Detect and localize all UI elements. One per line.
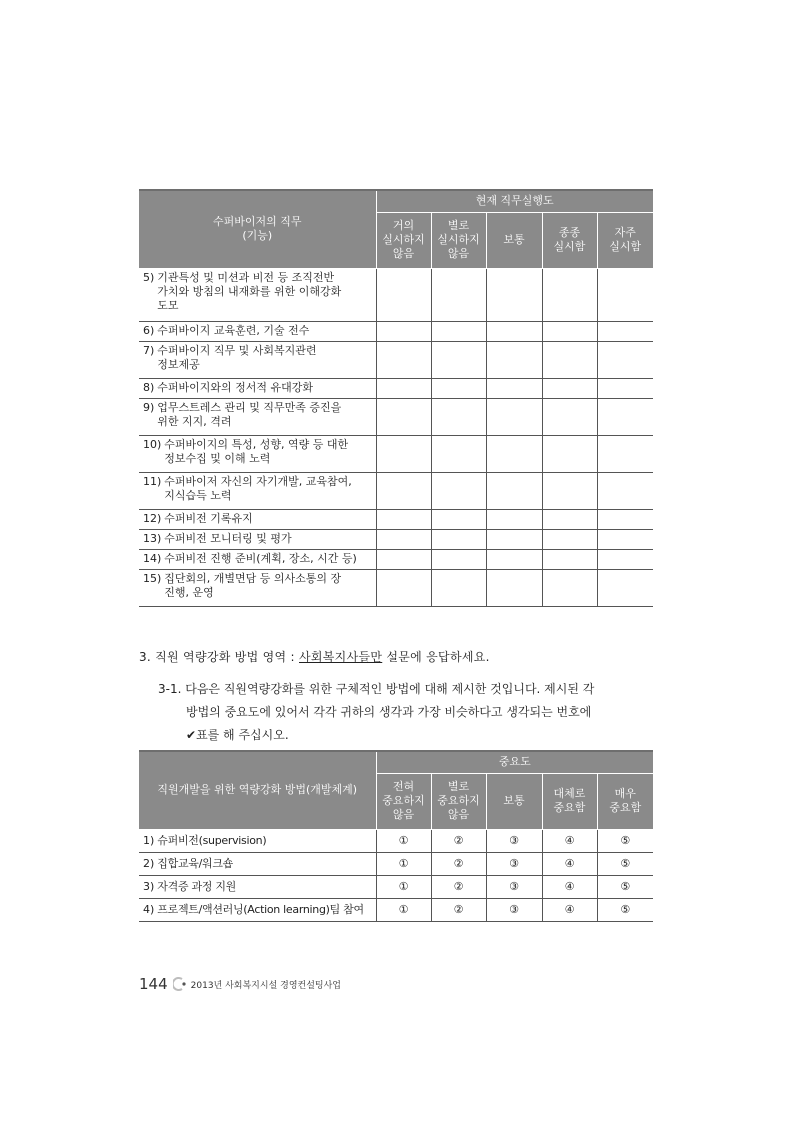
response-cell[interactable] xyxy=(376,321,431,341)
running-title: 2013년 사회복지시설 경영컨설팅사업 xyxy=(190,980,341,991)
item-text: 수퍼비전 모니터링 및 평가 xyxy=(164,531,292,545)
rating-option-3[interactable] xyxy=(486,852,542,875)
question-3-1-label: 3-1. xyxy=(158,682,182,696)
duty-item xyxy=(139,321,376,341)
importance-scale-header-5: 매우 중요함 xyxy=(597,773,653,829)
circled-number: ③ xyxy=(509,857,519,870)
question-3-1-line1: 다음은 직원역량강화를 위한 구체적인 방법에 대해 제시한 것입니다. 제시된 각 xyxy=(185,682,595,696)
importance-scale-header-4: 대체로 중요함 xyxy=(542,773,597,829)
response-cell[interactable] xyxy=(431,321,486,341)
response-cell[interactable] xyxy=(542,529,597,549)
item-text: 수퍼비전 진행 준비(계획, 장소, 시간 등) xyxy=(164,551,357,565)
table-row xyxy=(139,829,653,852)
rating-option-5[interactable] xyxy=(597,898,653,921)
item-text: 슈퍼비전(supervision) xyxy=(157,833,267,847)
duty-item xyxy=(139,435,376,472)
circled-number: ⑤ xyxy=(620,903,631,916)
response-cell[interactable] xyxy=(376,398,431,435)
method-item xyxy=(139,875,376,898)
rating-option-1[interactable] xyxy=(376,829,431,852)
item-number: 15) xyxy=(143,571,162,585)
circled-number: ③ xyxy=(509,834,519,847)
response-cell[interactable] xyxy=(597,529,653,549)
section-3-underlined: 사회복지사들만 xyxy=(299,650,383,664)
page-footer xyxy=(139,975,341,993)
response-cell[interactable] xyxy=(597,268,653,321)
table-row xyxy=(139,321,653,341)
item-text: 수퍼비전 기록유지 xyxy=(164,511,253,525)
rating-option-5[interactable] xyxy=(597,829,653,852)
item-number: 10) xyxy=(143,437,162,451)
duty-item xyxy=(139,472,376,509)
method-item xyxy=(139,829,376,852)
method-column-header: 직원개발을 위한 역량강화 방법(개발체계) xyxy=(139,751,376,829)
table-row xyxy=(139,549,653,569)
response-cell[interactable] xyxy=(431,341,486,378)
item-text: 수퍼바이지 직무 및 사회복지관련 정보제공 xyxy=(157,343,317,371)
footer-ornament-icon xyxy=(173,977,187,991)
response-cell[interactable] xyxy=(597,378,653,398)
response-cell[interactable] xyxy=(376,549,431,569)
item-number: 4) xyxy=(143,902,155,916)
duty-item xyxy=(139,268,376,321)
rating-option-5[interactable] xyxy=(597,875,653,898)
table-row xyxy=(139,472,653,509)
response-cell[interactable] xyxy=(486,472,542,509)
response-cell[interactable] xyxy=(376,341,431,378)
circled-number: ④ xyxy=(564,903,575,916)
circled-number: ① xyxy=(398,903,409,916)
response-cell[interactable] xyxy=(486,509,542,529)
response-cell[interactable] xyxy=(486,398,542,435)
item-number: 1) xyxy=(143,833,155,847)
item-text: 기관특성 및 미션과 비전 등 조직전반 가치와 방침의 내재화를 위한 이해강화 도모 xyxy=(157,270,342,312)
response-cell[interactable] xyxy=(376,529,431,549)
table-row xyxy=(139,435,653,472)
response-cell[interactable] xyxy=(376,472,431,509)
response-cell[interactable] xyxy=(597,398,653,435)
response-cell[interactable] xyxy=(597,321,653,341)
item-text: 집합교육/워크숍 xyxy=(157,856,233,870)
response-cell[interactable] xyxy=(431,268,486,321)
item-number: 14) xyxy=(143,551,162,565)
item-text: 자격증 과정 지원 xyxy=(157,879,236,893)
item-number: 2) xyxy=(143,856,155,870)
item-text: 수퍼바이지와의 정서적 유대강화 xyxy=(157,380,314,394)
response-cell[interactable] xyxy=(431,472,486,509)
response-cell[interactable] xyxy=(376,435,431,472)
table-row xyxy=(139,898,653,921)
response-cell[interactable] xyxy=(597,435,653,472)
table-row xyxy=(139,875,653,898)
circled-number: ② xyxy=(453,857,464,870)
table-row xyxy=(139,852,653,875)
response-cell[interactable] xyxy=(431,435,486,472)
rating-option-4[interactable] xyxy=(542,875,597,898)
response-cell[interactable] xyxy=(597,341,653,378)
table-row xyxy=(139,268,653,321)
section-3-title xyxy=(139,648,490,665)
response-cell[interactable] xyxy=(542,472,597,509)
duty-item xyxy=(139,549,376,569)
response-cell[interactable] xyxy=(542,378,597,398)
method-item xyxy=(139,898,376,921)
response-cell[interactable] xyxy=(431,378,486,398)
response-cell[interactable] xyxy=(376,378,431,398)
page-number: 144 xyxy=(139,975,168,993)
table-row xyxy=(139,509,653,529)
response-cell[interactable] xyxy=(376,509,431,529)
item-number: 7) xyxy=(143,343,155,357)
response-cell[interactable] xyxy=(542,398,597,435)
response-cell[interactable] xyxy=(597,472,653,509)
circled-number: ⑤ xyxy=(620,857,631,870)
rating-option-5[interactable] xyxy=(597,852,653,875)
circled-number: ② xyxy=(453,880,464,893)
circled-number: ④ xyxy=(564,834,575,847)
item-number: 6) xyxy=(143,323,155,337)
question-3-1-line3: 표를 해 주십시오. xyxy=(196,728,289,742)
response-cell[interactable] xyxy=(597,569,653,606)
section-3-suffix: 설문에 응답하세요. xyxy=(382,650,490,664)
response-cell[interactable] xyxy=(542,435,597,472)
response-cell[interactable] xyxy=(486,549,542,569)
item-number: 12) xyxy=(143,511,162,525)
duty-column-header: 수퍼바이저의 직무 (기능) xyxy=(139,190,376,268)
performance-scale-header-4: 종종 실시함 xyxy=(542,212,597,268)
item-text: 수퍼바이저 자신의 자기개발, 교육참여, 지식습득 노력 xyxy=(164,474,352,502)
circled-number: ③ xyxy=(509,903,519,916)
response-cell[interactable] xyxy=(597,549,653,569)
performance-scale-header-5: 자주 실시함 xyxy=(597,212,653,268)
importance-scale-header-2: 별로 중요하지 않음 xyxy=(431,773,486,829)
response-cell[interactable] xyxy=(431,509,486,529)
circled-number: ② xyxy=(453,834,464,847)
rating-option-4[interactable] xyxy=(542,852,597,875)
question-3-1 xyxy=(158,678,658,747)
circled-number: ① xyxy=(398,857,409,870)
circled-number: ③ xyxy=(509,880,519,893)
item-number: 8) xyxy=(143,380,155,394)
table-row xyxy=(139,398,653,435)
response-cell[interactable] xyxy=(597,509,653,529)
table-row xyxy=(139,341,653,378)
method-item xyxy=(139,852,376,875)
response-cell[interactable] xyxy=(431,398,486,435)
duty-item xyxy=(139,398,376,435)
response-cell[interactable] xyxy=(486,321,542,341)
table-supervisor-duties xyxy=(139,189,653,607)
item-number: 13) xyxy=(143,531,162,545)
table-row xyxy=(139,378,653,398)
question-3-1-line2: 방법의 중요도에 있어서 각각 귀하의 생각과 가장 비슷하다고 생각되는 번호에 xyxy=(186,705,592,719)
rating-option-4[interactable] xyxy=(542,829,597,852)
response-cell[interactable] xyxy=(431,529,486,549)
response-cell[interactable] xyxy=(431,549,486,569)
item-number: 5) xyxy=(143,270,155,284)
item-text: 프로젝트/액션러닝(Action learning)팀 참여 xyxy=(157,902,364,916)
rating-option-3[interactable] xyxy=(486,829,542,852)
item-text: 업무스트레스 관리 및 직무만족 증진을 위한 지지, 격려 xyxy=(157,400,342,428)
check-mark-icon: ✔ xyxy=(186,728,197,742)
circled-number: ⑤ xyxy=(620,834,631,847)
response-cell[interactable] xyxy=(376,268,431,321)
item-number: 11) xyxy=(143,474,162,488)
response-cell[interactable] xyxy=(486,341,542,378)
response-cell[interactable] xyxy=(542,341,597,378)
circled-number: ① xyxy=(398,880,409,893)
response-cell[interactable] xyxy=(486,569,542,606)
performance-scale-header-2: 별로 실시하지 않음 xyxy=(431,212,486,268)
response-cell[interactable] xyxy=(486,268,542,321)
response-cell[interactable] xyxy=(431,569,486,606)
section-3-prefix: 3. 직원 역량강화 방법 영역 : xyxy=(139,650,299,664)
duty-item xyxy=(139,341,376,378)
performance-group-header: 현재 직무실행도 xyxy=(376,190,653,212)
item-text: 집단회의, 개별면담 등 의사소통의 장 진행, 운영 xyxy=(164,571,342,599)
item-number: 9) xyxy=(143,400,155,414)
rating-option-2[interactable] xyxy=(431,875,486,898)
response-cell[interactable] xyxy=(542,321,597,341)
rating-option-2[interactable] xyxy=(431,898,486,921)
response-cell[interactable] xyxy=(542,268,597,321)
circled-number: ② xyxy=(453,903,464,916)
table-row xyxy=(139,529,653,549)
rating-option-3[interactable] xyxy=(486,898,542,921)
response-cell[interactable] xyxy=(542,569,597,606)
rating-option-2[interactable] xyxy=(431,829,486,852)
rating-option-1[interactable] xyxy=(376,852,431,875)
circled-number: ④ xyxy=(564,880,575,893)
response-cell[interactable] xyxy=(376,569,431,606)
duty-item xyxy=(139,378,376,398)
item-text: 수퍼바이지 교육훈련, 기술 전수 xyxy=(157,323,310,337)
performance-scale-header-3: 보통 xyxy=(486,212,542,268)
response-cell[interactable] xyxy=(486,435,542,472)
rating-option-3[interactable] xyxy=(486,875,542,898)
response-cell[interactable] xyxy=(486,529,542,549)
rating-option-1[interactable] xyxy=(376,875,431,898)
rating-option-4[interactable] xyxy=(542,898,597,921)
table-row xyxy=(139,569,653,606)
rating-option-1[interactable] xyxy=(376,898,431,921)
circled-number: ① xyxy=(398,834,409,847)
item-text: 수퍼바이지의 특성, 성향, 역량 등 대한 정보수집 및 이해 노력 xyxy=(164,437,349,465)
importance-scale-header-3: 보통 xyxy=(486,773,542,829)
performance-scale-header-1: 거의 실시하지 않음 xyxy=(376,212,431,268)
rating-option-2[interactable] xyxy=(431,852,486,875)
duty-item xyxy=(139,529,376,549)
response-cell[interactable] xyxy=(486,378,542,398)
duty-item xyxy=(139,509,376,529)
importance-group-header: 중요도 xyxy=(376,751,653,773)
circled-number: ④ xyxy=(564,857,575,870)
importance-scale-header-1: 전혀 중요하지 않음 xyxy=(376,773,431,829)
duty-item xyxy=(139,569,376,606)
item-number: 3) xyxy=(143,879,155,893)
response-cell[interactable] xyxy=(542,509,597,529)
response-cell[interactable] xyxy=(542,549,597,569)
table-capacity-methods xyxy=(139,750,653,922)
circled-number: ⑤ xyxy=(620,880,631,893)
